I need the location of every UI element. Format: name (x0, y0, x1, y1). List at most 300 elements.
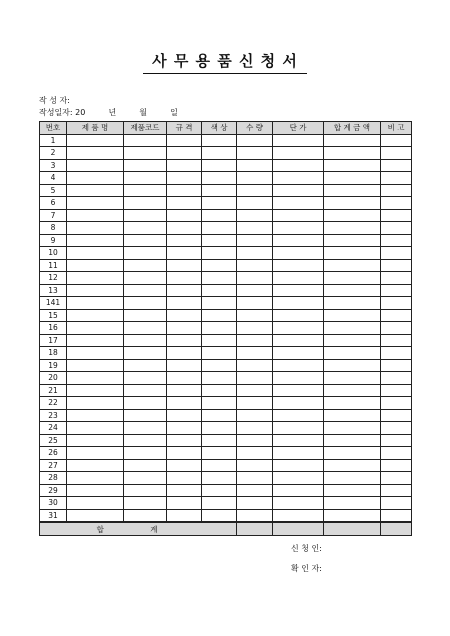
table-cell[interactable] (202, 209, 237, 222)
table-row (40, 234, 412, 247)
table-cell[interactable] (381, 472, 412, 485)
table-cell[interactable] (202, 259, 237, 272)
table-cell[interactable] (273, 172, 324, 185)
table-cell[interactable] (124, 472, 167, 485)
table-cell[interactable] (202, 434, 237, 447)
table-cell[interactable] (237, 497, 273, 510)
total-cell[interactable] (273, 522, 324, 536)
table-cell[interactable] (237, 259, 273, 272)
table-cell[interactable] (124, 422, 167, 435)
table-row (40, 347, 412, 360)
header-cell: 제 품 명 (67, 122, 124, 135)
table-cell[interactable] (237, 447, 273, 460)
table-cell[interactable] (67, 259, 124, 272)
table-cell[interactable] (167, 309, 202, 322)
table-cell[interactable] (273, 384, 324, 397)
header-cell: 제품코드 (124, 122, 167, 135)
table-cell[interactable] (273, 259, 324, 272)
table-cell[interactable] (381, 397, 412, 410)
table-cell[interactable] (273, 222, 324, 235)
row-number: 10 (40, 247, 67, 260)
table-cell[interactable] (324, 422, 381, 435)
table-cell[interactable] (124, 197, 167, 210)
table-cell[interactable] (273, 197, 324, 210)
table-cell[interactable] (324, 347, 381, 360)
confirmer-label: 확 인 자: (291, 564, 322, 573)
table-cell[interactable] (67, 197, 124, 210)
table-cell[interactable] (67, 272, 124, 285)
table-cell[interactable] (237, 422, 273, 435)
table-cell[interactable] (237, 359, 273, 372)
table-cell[interactable] (167, 234, 202, 247)
table-cell[interactable] (273, 397, 324, 410)
table-cell[interactable] (124, 384, 167, 397)
table-row (40, 409, 412, 422)
table-cell[interactable] (324, 472, 381, 485)
total-cell[interactable] (381, 522, 412, 536)
row-number: 20 (40, 372, 67, 385)
table-row (40, 159, 412, 172)
table-cell[interactable] (124, 347, 167, 360)
table-cell[interactable] (324, 509, 381, 522)
total-cell[interactable] (237, 522, 273, 536)
table-cell[interactable] (273, 297, 324, 310)
table-cell[interactable] (237, 147, 273, 160)
table-cell[interactable] (237, 172, 273, 185)
table-cell[interactable] (237, 134, 273, 147)
table-cell[interactable] (381, 159, 412, 172)
table-cell[interactable] (202, 247, 237, 260)
table-cell[interactable] (124, 434, 167, 447)
table-cell[interactable] (167, 272, 202, 285)
row-number: 15 (40, 309, 67, 322)
table-row (40, 259, 412, 272)
table-cell[interactable] (167, 484, 202, 497)
table-cell[interactable] (124, 234, 167, 247)
table-cell[interactable] (202, 422, 237, 435)
table-cell[interactable] (202, 309, 237, 322)
table-cell[interactable] (202, 447, 237, 460)
table-cell[interactable] (67, 384, 124, 397)
table-cell[interactable] (324, 397, 381, 410)
table-cell[interactable] (381, 309, 412, 322)
table-cell[interactable] (202, 459, 237, 472)
row-number: 4 (40, 172, 67, 185)
table-cell[interactable] (167, 222, 202, 235)
table-cell[interactable] (237, 509, 273, 522)
total-label: 합 계 (40, 522, 237, 536)
table-cell[interactable] (381, 347, 412, 360)
title-underline (143, 73, 307, 74)
table-cell[interactable] (381, 147, 412, 160)
table-cell[interactable] (237, 434, 273, 447)
table-cell[interactable] (167, 397, 202, 410)
row-number: 27 (40, 459, 67, 472)
table-cell[interactable] (67, 222, 124, 235)
table-cell[interactable] (202, 272, 237, 285)
table-cell[interactable] (381, 172, 412, 185)
table-cell[interactable] (324, 384, 381, 397)
table-cell[interactable] (67, 184, 124, 197)
table-cell[interactable] (67, 309, 124, 322)
table-cell[interactable] (237, 209, 273, 222)
table-cell[interactable] (237, 347, 273, 360)
table-cell[interactable] (67, 434, 124, 447)
table-row (40, 197, 412, 210)
table-cell[interactable] (273, 372, 324, 385)
table-cell[interactable] (167, 359, 202, 372)
author-line (39, 95, 70, 106)
table-cell[interactable] (237, 459, 273, 472)
table-cell[interactable] (124, 509, 167, 522)
table-cell[interactable] (124, 309, 167, 322)
table-cell[interactable] (237, 272, 273, 285)
table-cell[interactable] (324, 459, 381, 472)
table-cell[interactable] (124, 447, 167, 460)
table-cell[interactable] (381, 297, 412, 310)
table-cell[interactable] (324, 297, 381, 310)
table-cell[interactable] (273, 272, 324, 285)
table-cell[interactable] (273, 247, 324, 260)
table-cell[interactable] (67, 234, 124, 247)
table-cell[interactable] (67, 247, 124, 260)
table-cell[interactable] (237, 484, 273, 497)
table-cell[interactable] (124, 397, 167, 410)
table-cell[interactable] (324, 197, 381, 210)
table-cell[interactable] (381, 284, 412, 297)
table-cell[interactable] (67, 284, 124, 297)
table-cell[interactable] (202, 322, 237, 335)
table-cell[interactable] (324, 222, 381, 235)
table-cell[interactable] (273, 284, 324, 297)
row-number: 6 (40, 197, 67, 210)
table-cell[interactable] (67, 459, 124, 472)
table-cell[interactable] (202, 397, 237, 410)
table-cell[interactable] (324, 334, 381, 347)
table-cell[interactable] (237, 397, 273, 410)
table-cell[interactable] (167, 472, 202, 485)
table-cell[interactable] (67, 409, 124, 422)
header-cell: 수 량 (237, 122, 273, 135)
table-cell[interactable] (273, 234, 324, 247)
table-row (40, 284, 412, 297)
table-cell[interactable] (381, 384, 412, 397)
table-cell[interactable] (167, 159, 202, 172)
table-cell[interactable] (381, 447, 412, 460)
table-cell[interactable] (324, 247, 381, 260)
table-cell[interactable] (167, 347, 202, 360)
table-cell[interactable] (167, 384, 202, 397)
table-cell[interactable] (124, 322, 167, 335)
table-cell[interactable] (167, 259, 202, 272)
table-cell[interactable] (124, 209, 167, 222)
table-cell[interactable] (273, 209, 324, 222)
table-cell[interactable] (324, 484, 381, 497)
table-cell[interactable] (67, 397, 124, 410)
table-cell[interactable] (167, 209, 202, 222)
table-cell[interactable] (273, 134, 324, 147)
table-cell[interactable] (381, 197, 412, 210)
day-unit: 일 (170, 108, 178, 117)
table-cell[interactable] (124, 372, 167, 385)
table-cell[interactable] (124, 497, 167, 510)
table-row (40, 134, 412, 147)
table-header-row (40, 122, 412, 135)
table-cell[interactable] (273, 359, 324, 372)
table-cell[interactable] (202, 184, 237, 197)
table-cell[interactable] (273, 509, 324, 522)
table-cell[interactable] (324, 172, 381, 185)
table-cell[interactable] (381, 247, 412, 260)
row-number: 8 (40, 222, 67, 235)
table-cell[interactable] (273, 472, 324, 485)
table-cell[interactable] (273, 147, 324, 160)
table-cell[interactable] (381, 272, 412, 285)
table-cell[interactable] (273, 434, 324, 447)
table-cell[interactable] (67, 347, 124, 360)
table-cell[interactable] (202, 297, 237, 310)
table-cell[interactable] (167, 459, 202, 472)
table-cell[interactable] (67, 172, 124, 185)
table-cell[interactable] (237, 297, 273, 310)
table-cell[interactable] (167, 447, 202, 460)
table-cell[interactable] (202, 472, 237, 485)
table-cell[interactable] (167, 134, 202, 147)
table-cell[interactable] (67, 372, 124, 385)
table-cell[interactable] (381, 259, 412, 272)
table-cell[interactable] (381, 134, 412, 147)
table-cell[interactable] (167, 147, 202, 160)
table-cell[interactable] (273, 159, 324, 172)
row-number: 11 (40, 259, 67, 272)
table-cell[interactable] (202, 159, 237, 172)
table-cell[interactable] (67, 209, 124, 222)
table-cell[interactable] (202, 284, 237, 297)
table-cell[interactable] (273, 422, 324, 435)
table-cell[interactable] (273, 334, 324, 347)
table-cell[interactable] (202, 409, 237, 422)
table-cell[interactable] (167, 197, 202, 210)
table-cell[interactable] (237, 159, 273, 172)
table-row (40, 322, 412, 335)
table-cell[interactable] (67, 147, 124, 160)
table-cell[interactable] (124, 284, 167, 297)
table-cell[interactable] (167, 184, 202, 197)
table-cell[interactable] (202, 347, 237, 360)
table-cell[interactable] (202, 497, 237, 510)
table-cell[interactable] (67, 159, 124, 172)
table-cell[interactable] (273, 309, 324, 322)
table-cell[interactable] (202, 172, 237, 185)
table-cell[interactable] (124, 359, 167, 372)
table-cell[interactable] (237, 409, 273, 422)
table-cell[interactable] (237, 184, 273, 197)
table-cell[interactable] (237, 197, 273, 210)
table-cell[interactable] (67, 422, 124, 435)
table-cell[interactable] (237, 472, 273, 485)
table-cell[interactable] (324, 134, 381, 147)
table-cell[interactable] (202, 234, 237, 247)
table-cell[interactable] (202, 197, 237, 210)
table-row (40, 384, 412, 397)
table-row (40, 372, 412, 385)
table-cell[interactable] (273, 409, 324, 422)
table-cell[interactable] (381, 184, 412, 197)
table-cell[interactable] (237, 284, 273, 297)
table-cell[interactable] (381, 509, 412, 522)
table-cell[interactable] (202, 147, 237, 160)
table-cell[interactable] (381, 497, 412, 510)
table-cell[interactable] (273, 347, 324, 360)
row-number: 24 (40, 422, 67, 435)
table-cell[interactable] (237, 384, 273, 397)
table-cell[interactable] (237, 234, 273, 247)
table-cell[interactable] (381, 222, 412, 235)
table-cell[interactable] (324, 409, 381, 422)
table-cell[interactable] (167, 247, 202, 260)
table-cell[interactable] (273, 322, 324, 335)
table-cell[interactable] (324, 234, 381, 247)
table-cell[interactable] (202, 334, 237, 347)
table-cell[interactable] (167, 297, 202, 310)
table-row (40, 209, 412, 222)
table-cell[interactable] (67, 472, 124, 485)
table-cell[interactable] (202, 222, 237, 235)
applicant-label: 신 청 인: (291, 544, 322, 553)
table-cell[interactable] (273, 447, 324, 460)
header-cell: 번호 (40, 122, 67, 135)
table-cell[interactable] (167, 409, 202, 422)
table-cell[interactable] (124, 334, 167, 347)
table-cell[interactable] (124, 184, 167, 197)
table-cell[interactable] (381, 434, 412, 447)
table-cell[interactable] (324, 372, 381, 385)
table-cell[interactable] (124, 247, 167, 260)
table-cell[interactable] (202, 134, 237, 147)
table-cell[interactable] (202, 384, 237, 397)
table-cell[interactable] (324, 147, 381, 160)
table-cell[interactable] (324, 359, 381, 372)
table-cell[interactable] (381, 209, 412, 222)
table-cell[interactable] (237, 247, 273, 260)
table-cell[interactable] (67, 334, 124, 347)
table-cell[interactable] (273, 459, 324, 472)
table-row (40, 497, 412, 510)
table-cell[interactable] (324, 159, 381, 172)
table-cell[interactable] (324, 447, 381, 460)
table-cell[interactable] (124, 409, 167, 422)
row-number: 1 (40, 134, 67, 147)
table-cell[interactable] (67, 509, 124, 522)
table-cell[interactable] (124, 297, 167, 310)
row-number: 19 (40, 359, 67, 372)
table-cell[interactable] (381, 334, 412, 347)
table-cell[interactable] (124, 159, 167, 172)
table-cell[interactable] (167, 322, 202, 335)
table-cell[interactable] (202, 372, 237, 385)
table-cell[interactable] (237, 322, 273, 335)
table-cell[interactable] (324, 284, 381, 297)
table-cell[interactable] (124, 459, 167, 472)
table-cell[interactable] (202, 509, 237, 522)
table-row (40, 172, 412, 185)
table-cell[interactable] (124, 134, 167, 147)
table-cell[interactable] (167, 284, 202, 297)
table-cell[interactable] (124, 172, 167, 185)
table-cell[interactable] (324, 309, 381, 322)
row-number: 13 (40, 284, 67, 297)
table-row (40, 509, 412, 522)
table-cell[interactable] (324, 322, 381, 335)
table-cell[interactable] (124, 259, 167, 272)
row-number: 29 (40, 484, 67, 497)
table-cell[interactable] (324, 259, 381, 272)
table-cell[interactable] (381, 409, 412, 422)
table-cell[interactable] (324, 434, 381, 447)
table-cell[interactable] (167, 509, 202, 522)
table-cell[interactable] (124, 484, 167, 497)
date-line (39, 107, 178, 118)
table-cell[interactable] (67, 484, 124, 497)
year-unit: 년 (108, 108, 117, 117)
table-cell[interactable] (381, 459, 412, 472)
table-cell[interactable] (67, 497, 124, 510)
table-cell[interactable] (167, 434, 202, 447)
table-cell[interactable] (124, 147, 167, 160)
table-cell[interactable] (381, 359, 412, 372)
table-cell[interactable] (67, 297, 124, 310)
table-row (40, 147, 412, 160)
row-number: 5 (40, 184, 67, 197)
table-cell[interactable] (381, 234, 412, 247)
table-cell[interactable] (237, 334, 273, 347)
table-cell[interactable] (237, 222, 273, 235)
table-cell[interactable] (67, 134, 124, 147)
table-cell[interactable] (381, 372, 412, 385)
table-cell[interactable] (124, 222, 167, 235)
table-cell[interactable] (67, 322, 124, 335)
table-cell[interactable] (202, 359, 237, 372)
table-cell[interactable] (324, 184, 381, 197)
table-cell[interactable] (237, 309, 273, 322)
table-cell[interactable] (124, 272, 167, 285)
row-number: 26 (40, 447, 67, 460)
table-cell[interactable] (324, 209, 381, 222)
table-cell[interactable] (167, 372, 202, 385)
table-cell[interactable] (237, 372, 273, 385)
table-row (40, 359, 412, 372)
total-cell[interactable] (324, 522, 381, 536)
table-cell[interactable] (273, 497, 324, 510)
table-cell[interactable] (67, 359, 124, 372)
table-row (40, 434, 412, 447)
table-cell[interactable] (167, 422, 202, 435)
table-cell[interactable] (167, 172, 202, 185)
table-cell[interactable] (381, 484, 412, 497)
table-cell[interactable] (167, 497, 202, 510)
author-label: 작 성 자: (39, 96, 70, 105)
table-cell[interactable] (202, 484, 237, 497)
table-cell[interactable] (381, 322, 412, 335)
table-cell[interactable] (273, 184, 324, 197)
table-cell[interactable] (381, 422, 412, 435)
table-row (40, 272, 412, 285)
table-cell[interactable] (324, 272, 381, 285)
table-cell[interactable] (324, 497, 381, 510)
table-cell[interactable] (273, 484, 324, 497)
table-cell[interactable] (67, 447, 124, 460)
table-cell[interactable] (167, 334, 202, 347)
